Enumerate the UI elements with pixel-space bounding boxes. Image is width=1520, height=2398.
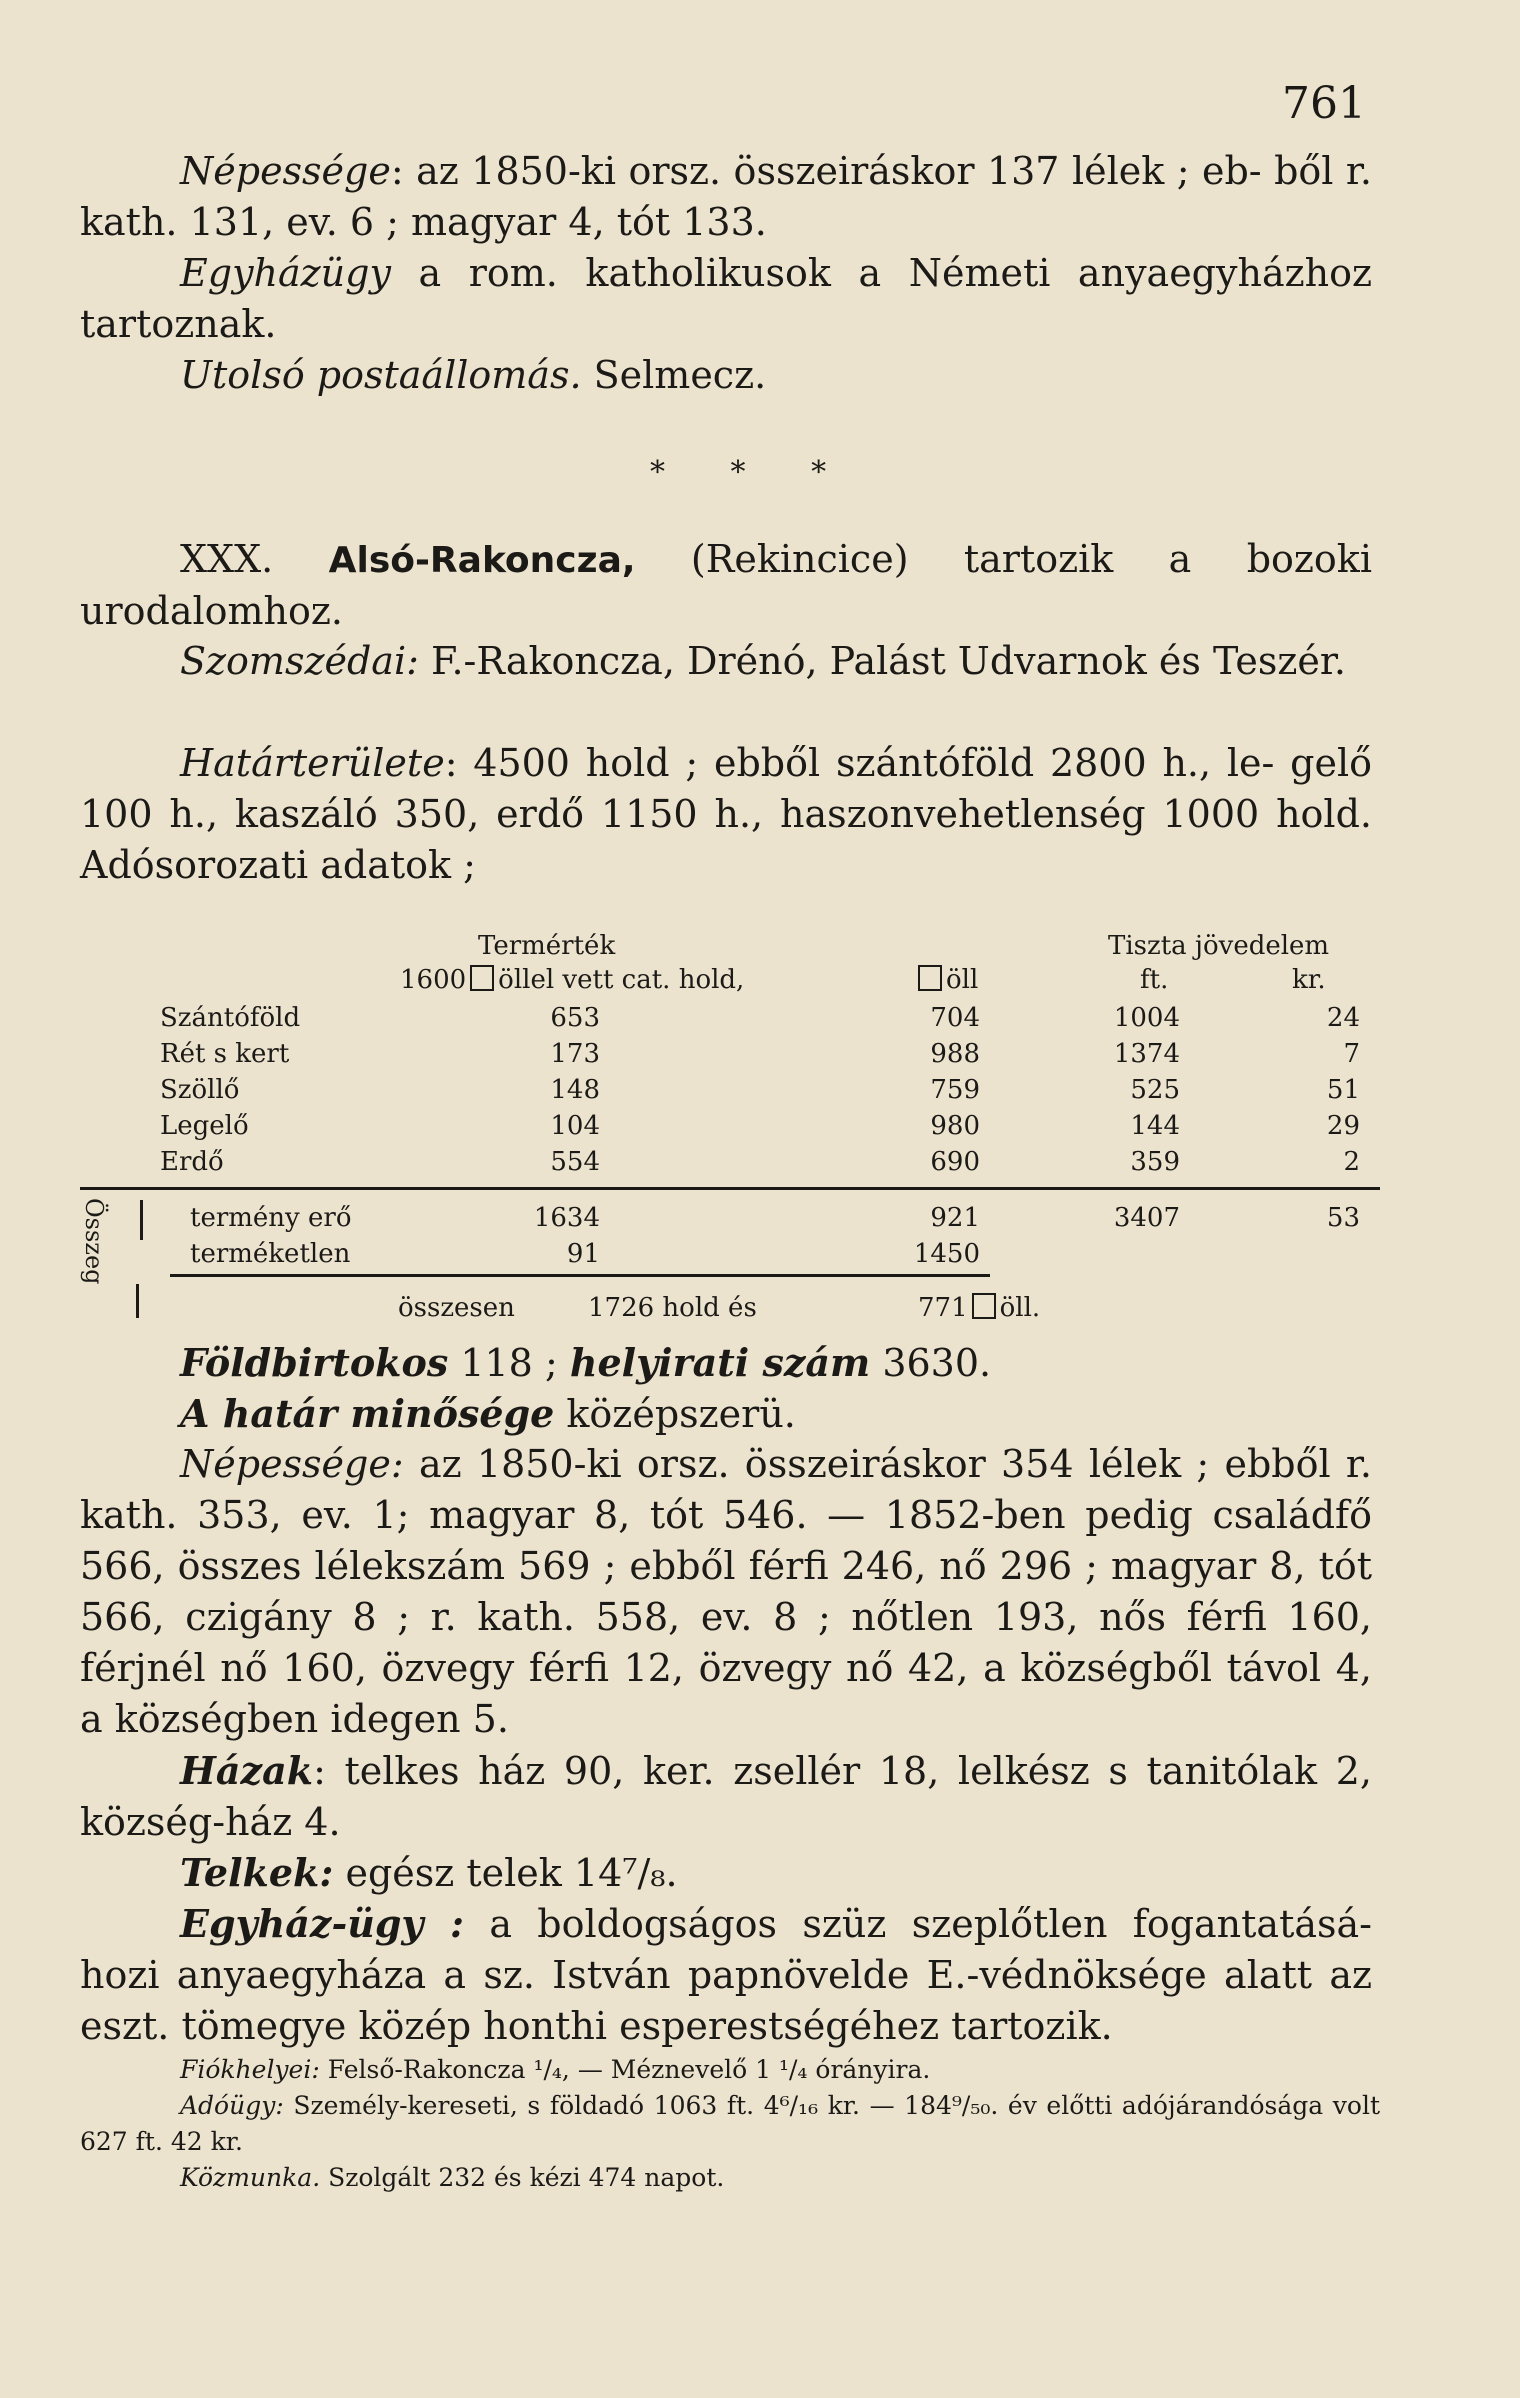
table-header-2: [80, 962, 1380, 998]
neighbours-text: F.-Rakoncza, Drénó, Palást Udvarnok és Teszér.: [418, 639, 1346, 683]
owner-paragraph: Földbirtokos 118 ; helyirati szám 3630.: [180, 1340, 992, 1385]
table-row: [80, 1000, 1380, 1036]
table-header-1: [80, 928, 1380, 964]
land-type: Legelő: [160, 1111, 249, 1141]
header-net-income: Tiszta jövedelem: [1108, 931, 1330, 961]
value-hold: 554: [550, 1147, 600, 1177]
land-type: Erdő: [160, 1147, 224, 1177]
church2-paragraph: Egyház-ügy : a boldogságos szüz szeplőtlen fogantatásá- hozi anyaegyháza a sz. István papnövelde E.-védnöksége alatt az eszt. tömegye közép honthi esperestségéhez tartozik.: [80, 1901, 1373, 2048]
value-ol: 690: [930, 1147, 980, 1177]
public-work-note: Közmunka. Szolgált 232 és kézi 474 napot.: [180, 2163, 725, 2192]
page-number: 761: [1282, 78, 1366, 129]
value-hold: 653: [550, 1003, 600, 1033]
table-row: [80, 1144, 1380, 1180]
population-label: Népessége: [180, 149, 391, 193]
branches-note: Fiókhelyei: Felső-Rakoncza ¹/₄, — Méznevelő 1 ¹/₄ órányira.: [180, 2055, 931, 2084]
square-fathom-icon: [470, 965, 494, 991]
value-ol: 759: [930, 1075, 980, 1105]
sum-label: Összeg: [80, 1198, 108, 1285]
village-heading-paragraph: [80, 534, 1372, 637]
population-paragraph: [80, 146, 1372, 248]
post-text: Selmecz.: [581, 353, 767, 397]
income-ft: 359: [1130, 1147, 1180, 1177]
table-row: [80, 1108, 1380, 1144]
value-ol: 980: [930, 1111, 980, 1141]
income-ft: 525: [1130, 1075, 1180, 1105]
income-kr: 7: [1343, 1039, 1360, 1069]
post-label: Utolsó postaállomás.: [180, 353, 582, 397]
income-kr: 51: [1326, 1075, 1360, 1105]
sum-row-productive: termény erő 1634 921 3407 53: [190, 1203, 1360, 1233]
neighbours-paragraph: [80, 636, 1372, 687]
table-rule: [80, 1187, 1380, 1190]
quality-paragraph: A határ minősége középszerü.: [180, 1391, 796, 1436]
income-kr: 24: [1326, 1003, 1360, 1033]
total-row: összesen 1726 hold és 771 öll.: [398, 1293, 1041, 1323]
land-type: Rét s kert: [160, 1039, 290, 1069]
territory-label: Határterülete: [180, 741, 445, 785]
post-paragraph: [80, 350, 1372, 401]
sum-row-unproductive: terméketlen 91 1450: [190, 1239, 980, 1269]
value-hold: 173: [550, 1039, 600, 1069]
population2-paragraph: Népessége: az 1850-ki orsz. összeiráskor 354 lélek ; ebből r. kath. 353, ev. 1; magyar 8, tót 546. — 1852-ben pedig családfő 566, összes lélekszám 569 ; ebből férfi 246, nő 296 ; magyar 8, tót 566, czigány 8 ; r. kath. 558, ev. 8 ; nőtlen 193, nős férfi 160, férjnél nő 160, özvegy férfi 12, özvegy nő 42, a községből távol 4, a községben idegen 5.: [80, 1442, 1372, 1741]
value-hold: 148: [550, 1075, 600, 1105]
territory-paragraph: [80, 738, 1372, 891]
table-row: [80, 1036, 1380, 1072]
income-ft: 1374: [1113, 1039, 1180, 1069]
territory-text: : 4500 hold ; ebből szántóföld 2800 h., le- gelő 100 h., kaszáló 350, erdő 1150 h., haszonvehetlenség 1000 hold. Adósorozati adatok ;: [80, 741, 1372, 887]
houses-paragraph: Házak: telkes ház 90, ker. zsellér 18, lelkész s tanitólak 2, község-ház 4.: [80, 1748, 1372, 1844]
value-ol: 988: [930, 1039, 980, 1069]
church-paragraph: [80, 248, 1372, 350]
square-fathom-icon: [918, 965, 942, 991]
income-ft: 1004: [1113, 1003, 1180, 1033]
square-fathom-icon: [972, 1293, 996, 1319]
header-ol: öll: [914, 962, 978, 998]
church-label: Egyházügy: [180, 251, 391, 295]
section-separator: * * *: [650, 455, 855, 490]
village-intro: (Rekincice) tartozik a bozoki urodalomhoz.: [80, 537, 1372, 633]
church-text: a rom. katholikusok a Németi anyaegyházhoz tartoznak.: [80, 251, 1372, 346]
population-text: : az 1850-ki orsz. összeiráskor 137 lélek ; eb- ből r. kath. 131, ev. 6 ; magyar 4, tót 133.: [80, 149, 1372, 244]
village-number: XXX.: [180, 537, 274, 581]
land-type: Szöllő: [160, 1075, 240, 1105]
header-value: Termérték: [478, 931, 616, 961]
table-row: [80, 1072, 1380, 1108]
land-type: Szántóföld: [160, 1003, 301, 1033]
village-name: Alsó-Rakoncza,: [328, 540, 636, 581]
income-ft: 144: [1130, 1111, 1180, 1141]
tax-note: Adóügy: Személy-kereseti, s földadó 1063 ft. 4⁶/₁₆ kr. — 184⁹/₅₀. év előtti adójárandósága volt 627 ft. 42 kr.: [80, 2091, 1380, 2156]
income-kr: 2: [1343, 1147, 1360, 1177]
header-unit: 1600 öllel vett cat. hold,: [400, 965, 745, 995]
value-ol: 704: [930, 1003, 980, 1033]
neighbours-label: Szomszédai:: [180, 639, 419, 683]
header-ft: ft.: [1140, 965, 1169, 995]
header-kr: kr.: [1292, 965, 1326, 995]
plots-paragraph: Telkek: egész telek 14⁷/₈.: [180, 1850, 678, 1895]
income-kr: 29: [1326, 1111, 1360, 1141]
sum-rule: [170, 1274, 990, 1277]
value-hold: 104: [550, 1111, 600, 1141]
